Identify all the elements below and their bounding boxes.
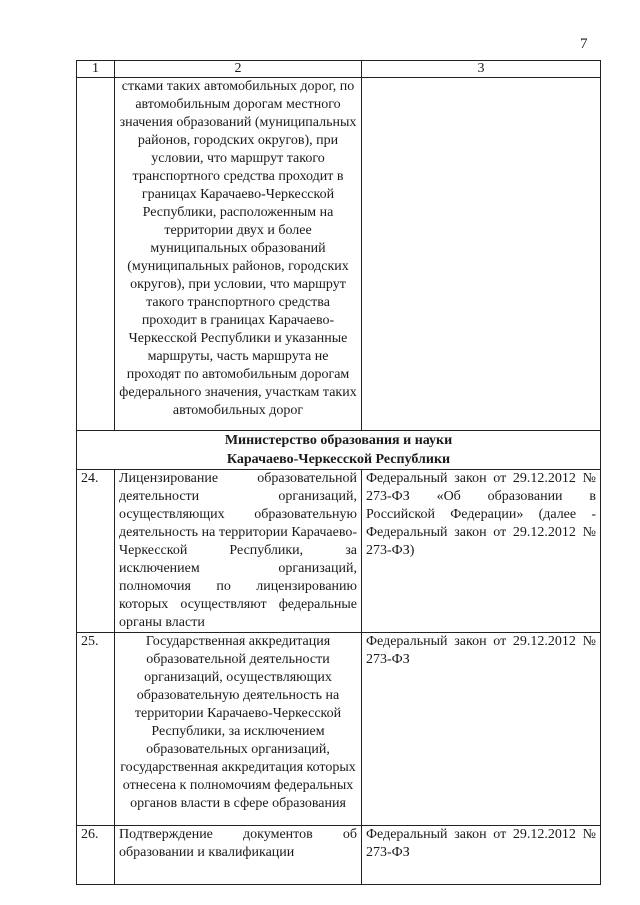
row-number: 25. [77,633,115,826]
powers-table [76,60,601,885]
row-power-text: Лицензирование образовательной деятельности организаций, осуществляющих образовательную деятельность на территории Карачаево-Черкесской Республики, за исключением организаций, полномочия по лицензированию которых осуществляют федеральные органы власти [115,470,362,633]
column-number-3: 3 [362,61,601,78]
row-number: 24. [77,470,115,633]
row-legal-basis [362,78,601,431]
section-header-row [77,431,601,470]
row-number [77,78,115,431]
table-row [77,826,601,885]
section-title [77,431,601,470]
table-row [77,470,601,633]
row-power-text: Подтверждение документов об образовании и квалификации [115,826,362,885]
section-title-line2: Карачаево-Черкесской Республики [226,452,451,467]
column-number-row [77,61,601,78]
row-legal-basis: Федеральный закон от 29.12.2012 № 273-ФЗ [362,826,601,885]
column-number-2: 2 [115,61,362,78]
column-number-1: 1 [77,61,115,78]
section-title-line1: Министерство образования и науки [224,433,453,448]
table-row [77,633,601,826]
row-number: 26. [77,826,115,885]
page-number: 7 [580,36,588,52]
row-legal-basis: Федеральный закон от 29.12.2012 № 273-ФЗ «Об образовании в Российской Федерации» (далее - Федеральный закон от 29.12.2012 № 273-ФЗ) [362,470,601,633]
row-power-text: стками таких автомобильных дорог, по автомобильным дорогам местного значения образований (муниципальных районов, городских округов), при условии, что маршрут такого транспортного средства проходит в границах Карачаево-Черкесской Республики, расположенным на территории двух и более муниципальных образований (муниципальных районов, городских округов), при условии, что маршрут такого транспортного средства проходит в границах Карачаево-Черкесской Республики и указанные маршруты, часть маршрута не проходят по автомобильным дорогам федерального значения, участкам таких автомобильных дорог [115,78,362,431]
row-power-text: Государственная аккредитация образовательной деятельности организаций, осуществляющих образовательную деятельность на территории Карачаево-Черкесской Республики, за исключением образовательных организаций, государственная аккредитация которых отнесена к полномочиям федеральных органов власти в сфере образования [115,633,362,826]
row-legal-basis: Федеральный закон от 29.12.2012 № 273-ФЗ [362,633,601,826]
table-row-continued [77,78,601,431]
